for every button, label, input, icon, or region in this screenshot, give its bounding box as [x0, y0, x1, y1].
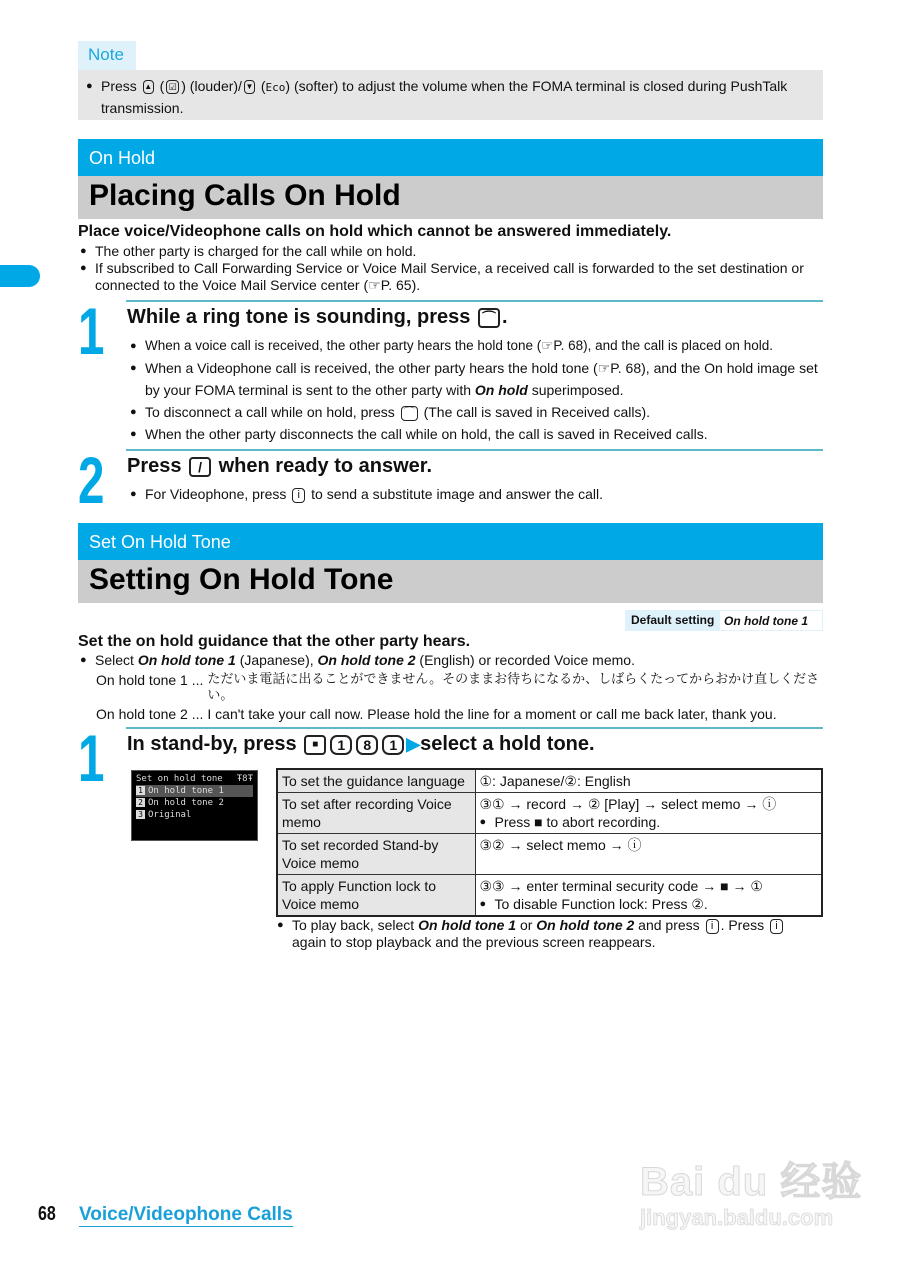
signal-icon: Ŧ8Ŧ — [236, 774, 253, 784]
key-1-icon: 1 — [382, 735, 404, 755]
step-number: 1 — [78, 721, 105, 795]
page-number: 68 — [38, 1203, 56, 1225]
phone-screen-title: Set on hold tone Ŧ8Ŧ — [136, 774, 253, 784]
step1-bullets — [130, 335, 825, 445]
i-mode-key-icon: i — [706, 919, 719, 934]
section-band-on-hold: On Hold — [78, 139, 823, 176]
step-divider — [126, 300, 823, 302]
tone1-row: On hold tone 1 ... ただいま電話に出ることができません。そのままお待ちになるか、しばらくたってからおかけ直しください。 — [96, 672, 820, 703]
note-box — [78, 70, 823, 120]
playback-note: ● To play back, select On hold tone 1 or On hold tone 2 and press i . Press i again to stop playback and the previous screen reappears. — [277, 917, 823, 951]
key-8-icon: 8 — [356, 735, 378, 755]
table-row: To set after recording Voice memo ③① → record → ② [Play] → select memo → ⓘ ● Press ■ to abort recording. — [277, 793, 822, 834]
menu-key-icon: ■ — [304, 735, 326, 755]
i-mode-key-icon: i — [770, 919, 783, 934]
step1-title: While a ring tone is sounding, press ⌒ . — [127, 306, 508, 328]
note-label: Note — [78, 41, 136, 70]
step-divider — [126, 449, 823, 451]
end-call-key-icon: ⌒ — [478, 308, 500, 328]
default-setting-value: On hold tone 1 — [719, 610, 823, 631]
section1-lead: Place voice/Videophone calls on hold which cannot be answered immediately. — [78, 223, 672, 240]
table-row: To set the guidance language ①: Japanese/②: English — [277, 769, 822, 793]
phone-menu-item[interactable]: 2 On hold tone 2 — [136, 797, 253, 809]
step2-bullets — [130, 483, 825, 505]
end-call-key-icon: ⌒ — [401, 406, 418, 421]
section-title-placing-calls: Placing Calls On Hold — [78, 176, 823, 219]
list-item: ● The other party is charged for the call while on hold. — [80, 243, 825, 260]
phone-menu-item[interactable]: 3 Original — [136, 809, 253, 821]
phone-screen — [131, 770, 258, 841]
list-item: ● To disconnect a call while on hold, press ⌒ (The call is saved in Received calls). — [130, 401, 825, 423]
step-number: 2 — [78, 443, 105, 517]
section2-lead: Set the on hold guidance that the other party hears. — [78, 633, 471, 650]
step-set-tone-title: In stand-by, press ■ 1 8 1 ▶select a hold tone. — [127, 733, 595, 755]
step2-title: Press / when ready to answer. — [127, 455, 433, 477]
volume-down-key-icon: ▼ — [244, 80, 255, 94]
list-item: ● Select On hold tone 1 (Japanese), On hold tone 2 (English) or recorded Voice memo. — [80, 652, 825, 669]
section-title-setting-tone: Setting On Hold Tone — [78, 560, 823, 603]
list-item: ● When a Videophone call is received, the other party hears the hold tone (☞P. 68), and the On hold image set by your FOMA terminal is sent to the other party with On hold superimposed. — [130, 357, 825, 401]
baidu-watermark: Bai du 经验 jingyan.baidu.com — [640, 1160, 863, 1230]
section2-bullets — [80, 652, 825, 723]
arrow-right-icon: ▶ — [406, 734, 421, 754]
section-band-set-on-hold-tone: Set On Hold Tone — [78, 523, 823, 560]
eco-key-icon: Eco — [265, 81, 286, 94]
manner-key-icon: ☑ — [166, 80, 179, 94]
step-number: 1 — [78, 294, 105, 368]
call-key-icon: / — [189, 457, 211, 477]
key-1-icon: 1 — [330, 735, 352, 755]
table-row: To apply Function lock to Voice memo ③③ → enter terminal security code → ■ → ① ● To disable Function lock: Press ②. — [277, 875, 822, 917]
operations-table — [276, 768, 823, 917]
default-setting-label: Default setting — [625, 610, 719, 631]
list-item: ● For Videophone, press i to send a substitute image and answer the call. — [130, 483, 825, 505]
volume-up-key-icon: ▲ — [143, 80, 154, 94]
tone2-row: On hold tone 2 ... I can't take your call now. Please hold the line for a moment or call me back later, thank you. — [96, 706, 777, 722]
chapter-link[interactable]: Voice/Videophone Calls — [79, 1204, 293, 1225]
chapter-tab-marker — [0, 265, 40, 287]
list-item: ● When a voice call is received, the other party hears the hold tone (☞P. 68), and the call is placed on hold. — [130, 335, 825, 357]
list-item: ● If subscribed to Call Forwarding Service or Voice Mail Service, a received call is forwarded to the set destination or connected to the Voice Mail Service center (☞P. 65). — [80, 260, 825, 294]
note-text: ● Press ▲ ( ☑ ) (louder)/ ▼ (Eco) (softer) to adjust the volume when the FOMA terminal is closed during PushTalk transmission. — [86, 76, 813, 118]
phone-menu-item[interactable]: 1 On hold tone 1 — [136, 785, 253, 797]
i-mode-key-icon: i — [292, 488, 305, 503]
list-item: ● When the other party disconnects the call while on hold, the call is saved in Received calls. — [130, 423, 825, 445]
table-row: To set recorded Stand-by Voice memo ③② → select memo → ⓘ — [277, 834, 822, 875]
step-divider — [126, 727, 823, 729]
section1-bullets — [80, 243, 825, 294]
